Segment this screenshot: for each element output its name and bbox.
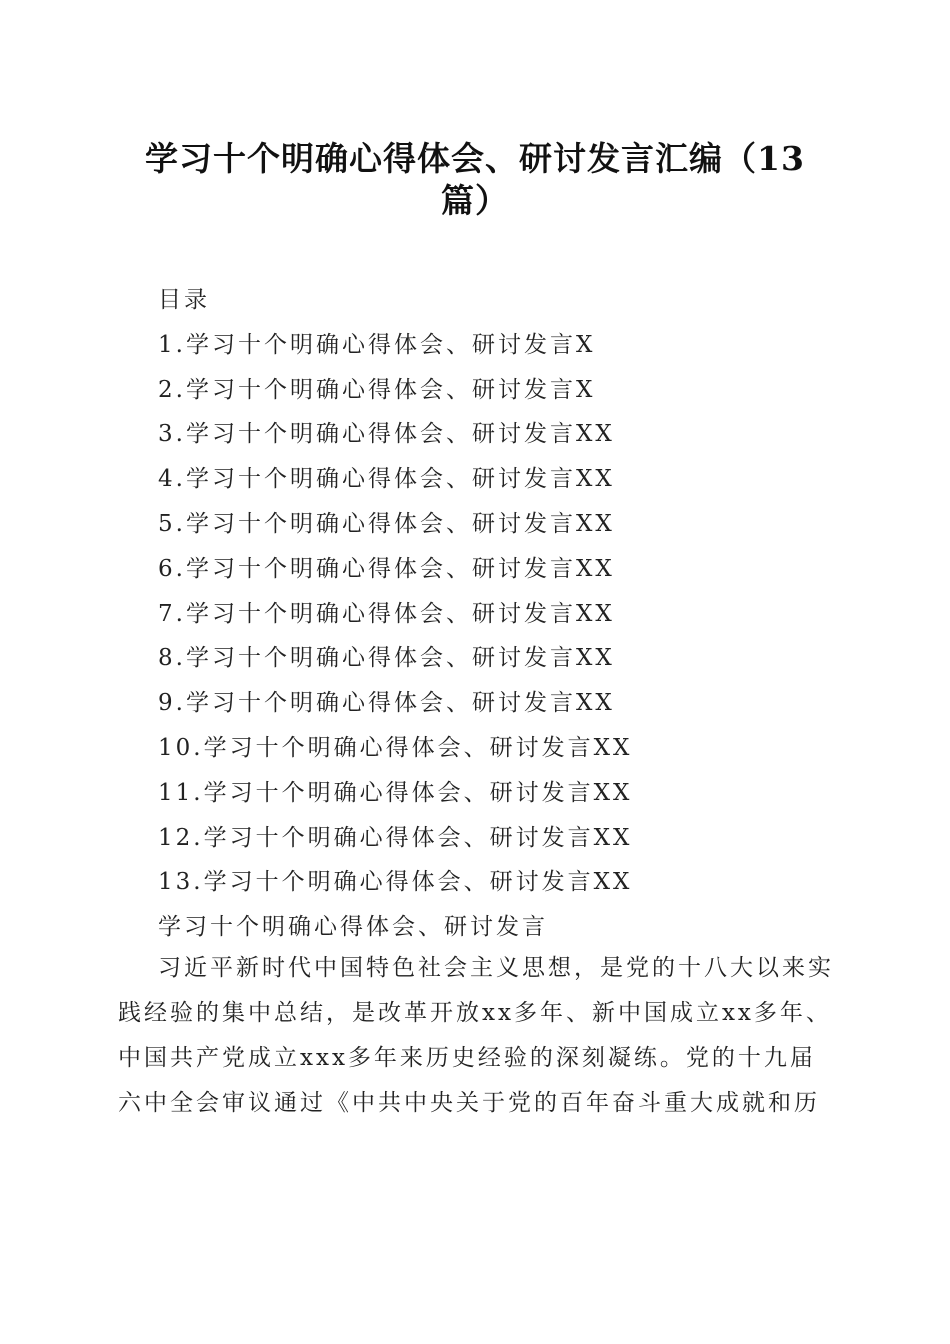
toc-item: 5.学习十个明确心得体会、研讨发言XX (158, 510, 615, 537)
body-paragraph (118, 946, 848, 1126)
toc-item: 13.学习十个明确心得体会、研讨发言XX (158, 869, 633, 896)
toc-item: 12.学习十个明确心得体会、研讨发言XX (158, 824, 633, 851)
paragraph-line: 践经验的集中总结，是改革开放xx多年、新中国成立xx多年、 (118, 1000, 832, 1026)
paragraph-line: 六中全会审议通过《中共中央关于党的百年奋斗重大成就和历 (118, 1090, 820, 1116)
title-line-2: 篇） (441, 181, 509, 220)
toc-item: 11.学习十个明确心得体会、研讨发言XX (158, 779, 633, 806)
toc-item: 2.学习十个明确心得体会、研讨发言X (158, 376, 596, 403)
table-of-contents (158, 278, 838, 950)
toc-item: 4.学习十个明确心得体会、研讨发言XX (158, 466, 615, 493)
toc-item: 1.学习十个明确心得体会、研讨发言X (158, 331, 596, 358)
title-line-1: 学习十个明确心得体会、研讨发言汇编（13 (145, 139, 805, 178)
toc-item: 7.学习十个明确心得体会、研讨发言XX (158, 600, 615, 627)
toc-item: 8.学习十个明确心得体会、研讨发言XX (158, 645, 615, 672)
toc-item: 9.学习十个明确心得体会、研讨发言XX (158, 690, 615, 717)
toc-item: 6.学习十个明确心得体会、研讨发言XX (158, 555, 615, 582)
paragraph-line: 习近平新时代中国特色社会主义思想，是党的十八大以来实 (158, 955, 834, 981)
document-title (100, 138, 850, 222)
toc-heading: 目录 (158, 287, 210, 313)
paragraph-line: 中国共产党成立xxx多年来历史经验的深刻凝练。党的十九届 (118, 1045, 816, 1071)
section-heading: 学习十个明确心得体会、研讨发言 (158, 914, 548, 941)
toc-item: 3.学习十个明确心得体会、研讨发言XX (158, 421, 615, 448)
toc-item: 10.学习十个明确心得体会、研讨发言XX (158, 734, 633, 761)
